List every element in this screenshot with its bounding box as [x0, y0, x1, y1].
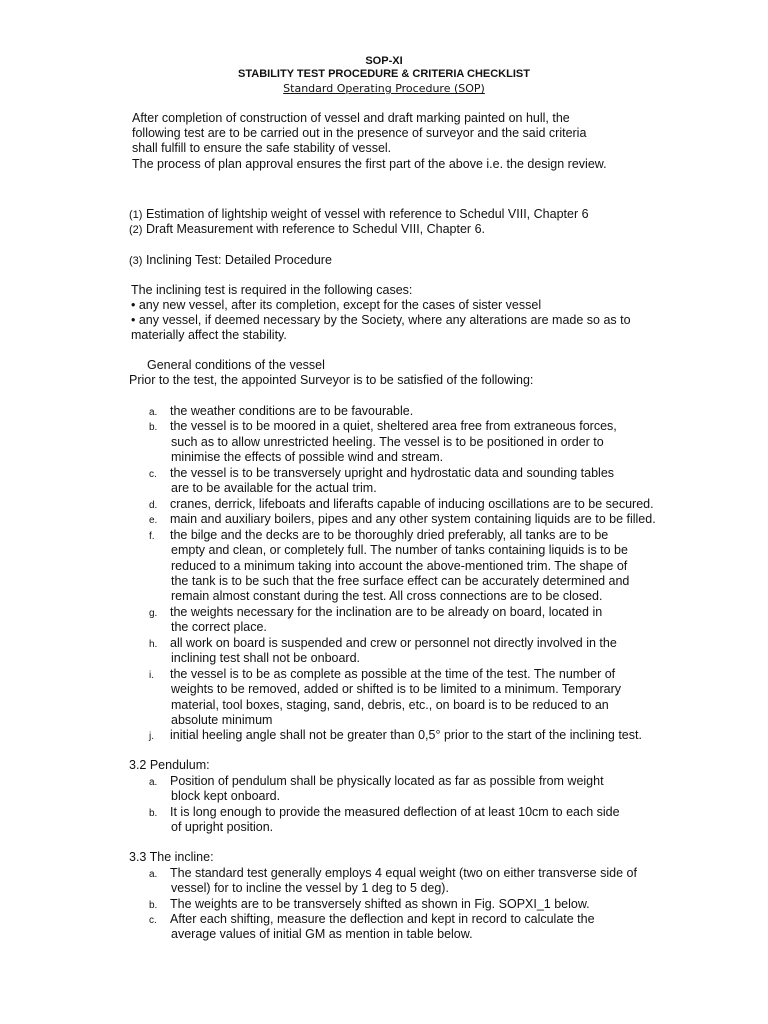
list-marker: a.: [149, 869, 158, 880]
list-item-line: average values of initial GM as mention in table below.: [171, 927, 473, 942]
step-text: Estimation of lightship weight of vessel with reference to Schedul VIII, Chapter 6: [145, 207, 589, 221]
step-number: (2): [129, 224, 143, 236]
step-text: Inclining Test: Detailed Procedure: [145, 253, 332, 267]
incline-heading: 3.3 The incline:: [129, 850, 214, 864]
list-marker: b.: [149, 422, 158, 434]
required-line: • any vessel, if deemed necessary by the Society, where any alterations are made so as to: [131, 313, 631, 327]
list-marker: c.: [149, 914, 157, 926]
intro-line: shall fulfill to ensure the safe stability of vessel.: [132, 141, 392, 155]
list-item-line: remain almost constant during the test. All cross connections are to be closed.: [171, 589, 603, 604]
list-item-line: inclining test shall not be onboard.: [171, 651, 361, 666]
list-item-line: cranes, derrick, lifeboats and liferafts capable of inducing oscillations are to be secured.: [170, 496, 654, 511]
list-marker: a.: [149, 777, 158, 788]
list-marker: f.: [149, 530, 155, 542]
list-item-line: the weights necessary for the inclination are to be already on board, located in: [170, 604, 603, 619]
list-marker: j.: [149, 731, 154, 743]
list-item-line: of upright position.: [171, 819, 274, 834]
list-item-line: empty and clean, or completely full. The number of tanks containing liquids is to be: [171, 543, 628, 558]
list-item-line: are to be available for the actual trim.: [171, 481, 377, 496]
list-marker: g.: [149, 607, 158, 619]
list-item-line: such as to allow unrestricted heeling. The vessel is to be positioned in order to: [171, 434, 604, 449]
list-item-line: all work on board is suspended and crew or personnel not directly involved in the: [170, 635, 617, 650]
list-item-line: the bilge and the decks are to be thoroughly dried preferably, all tanks are to be: [170, 527, 609, 542]
sop-code: SOP-XI: [365, 55, 403, 67]
list-item-line: the weather conditions are to be favourable.: [170, 404, 414, 418]
list-item-line: minimise the effects of possible wind and stream.: [171, 450, 444, 465]
step-number: (3): [129, 255, 143, 267]
list-marker: b.: [149, 899, 158, 911]
step-item: [129, 207, 589, 223]
list-item-line: the vessel is to be transversely upright and hydrostatic data and sounding tables: [170, 465, 615, 480]
intro-line: following test are to be carried out in the presence of surveyor and the said criteria: [132, 126, 587, 140]
list-item-line: main and auxiliary boilers, pipes and any other system containing liquids are to be filled.: [170, 512, 656, 527]
list-item-line: weights to be removed, added or shifted is to be limited to a minimum. Temporary: [171, 682, 621, 697]
list-marker: h.: [149, 638, 158, 650]
list-marker: i.: [149, 669, 154, 681]
list-marker: b.: [149, 807, 158, 819]
list-item-line: The standard test generally employs 4 equal weight (two on either transverse side of: [170, 866, 637, 880]
list-item-line: It is long enough to provide the measured deflection of at least 10cm to each side: [170, 804, 620, 819]
intro-line: The process of plan approval ensures the first part of the above i.e. the design review.: [132, 157, 607, 171]
list-marker: e.: [149, 515, 158, 527]
list-marker: d.: [149, 499, 158, 511]
list-item-line: reduced to a minimum taking into account the above-mentioned trim. The shape of: [171, 558, 628, 573]
document-title: STABILITY TEST PROCEDURE & CRITERIA CHECKLIST: [238, 68, 530, 80]
list-item-line: material, tool boxes, staging, sand, debris, etc., on board is to be reduced to an: [171, 697, 609, 712]
required-line: • any new vessel, after its completion, except for the cases of sister vessel: [131, 298, 542, 312]
list-marker: a.: [149, 407, 158, 418]
list-item-line: vessel) for to incline the vessel by 1 deg to 5 deg).: [171, 881, 449, 896]
pendulum-heading: 3.2 Pendulum:: [129, 758, 210, 772]
list-item-line: After each shifting, measure the deflection and kept in record to calculate the: [170, 911, 595, 926]
list-item-line: absolute minimum: [171, 713, 273, 727]
list-item-line: initial heeling angle shall not be greater than 0,5° prior to the start of the inclining test.: [170, 728, 642, 743]
step-item: [129, 222, 485, 238]
list-item-line: the vessel is to be as complete as possible at the time of the test. The number of: [170, 666, 616, 681]
general-intro: Prior to the test, the appointed Surveyor is to be satisfied of the following:: [129, 373, 534, 387]
list-item-line: the correct place.: [171, 620, 267, 635]
step-item: [129, 253, 332, 269]
list-item-line: the tank is to be such that the free surface effect can be accurately determined and: [171, 573, 630, 588]
step-number: (1): [129, 209, 143, 221]
list-item-line: block kept onboard.: [171, 789, 281, 804]
required-line: materially affect the stability.: [131, 328, 287, 342]
list-marker: c.: [149, 468, 157, 480]
intro-line: After completion of construction of vessel and draft marking painted on hull, the: [132, 111, 570, 125]
list-item-line: the vessel is to be moored in a quiet, sheltered area free from extraneous forces,: [170, 419, 617, 434]
list-item-line: Position of pendulum shall be physically located as far as possible from weight: [170, 774, 604, 788]
required-line: The inclining test is required in the following cases:: [131, 283, 413, 297]
general-heading: General conditions of the vessel: [147, 358, 325, 372]
step-text: Draft Measurement with reference to Schedul VIII, Chapter 6.: [145, 222, 485, 236]
document-subtitle: Standard Operating Procedure (SOP): [283, 82, 485, 95]
list-item-line: The weights are to be transversely shifted as shown in Fig. SOPXI_1 below.: [170, 896, 590, 911]
